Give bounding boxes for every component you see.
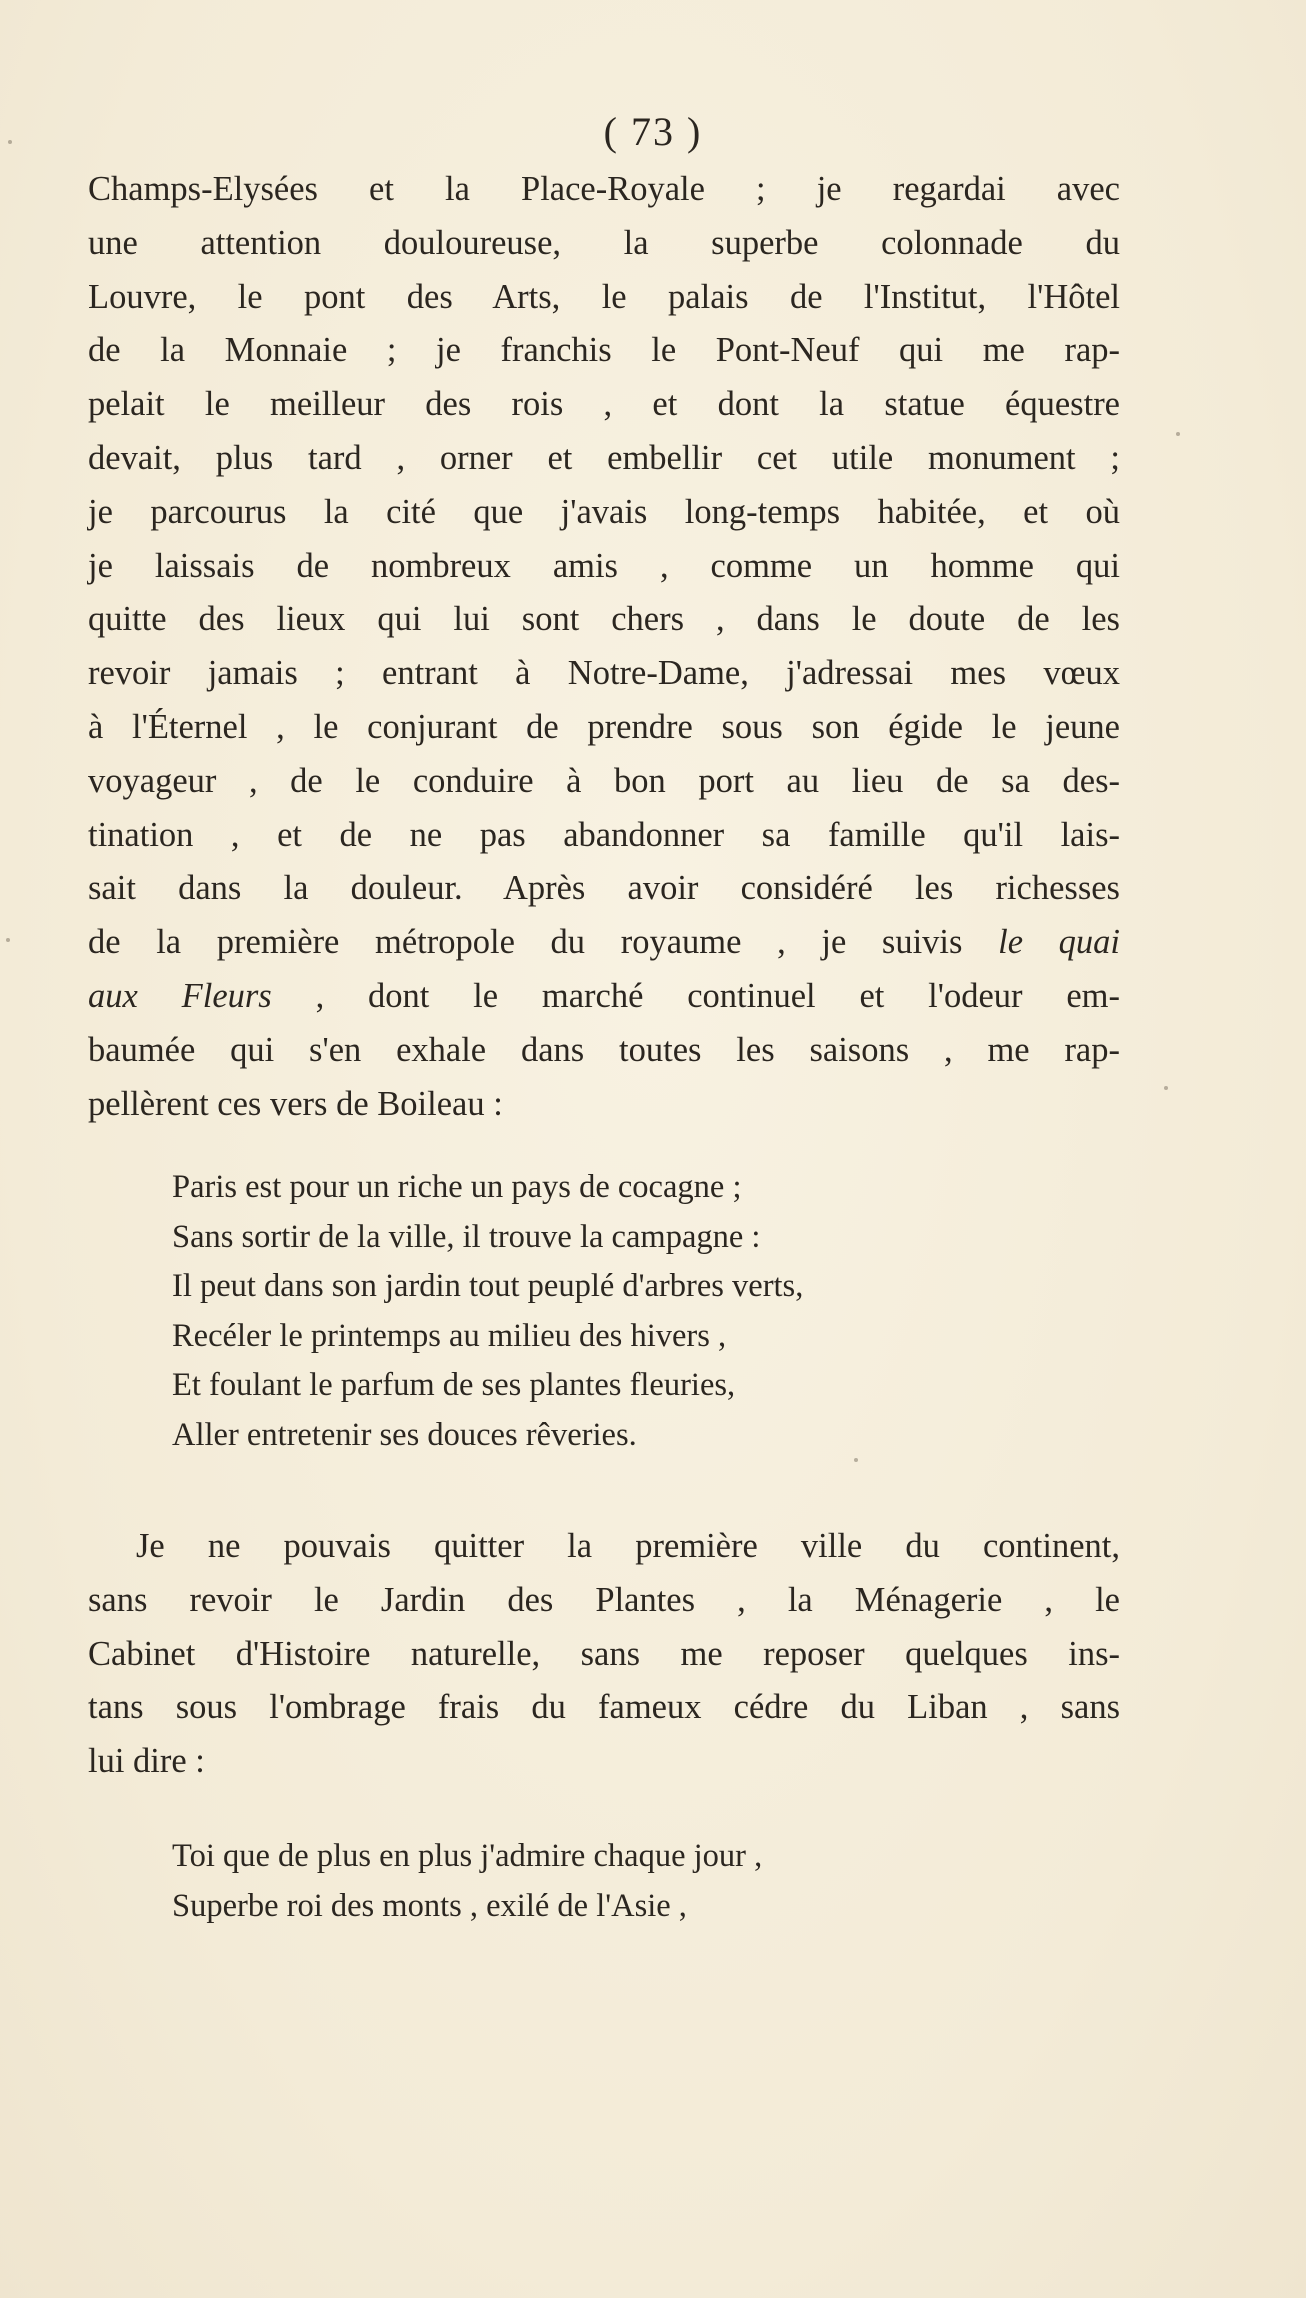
- text-line: pellèrent ces vers de Boileau :: [88, 1084, 503, 1123]
- italic-text: le quai: [998, 923, 1121, 962]
- text-line: voyageur , de le conduire à bon port au lieu de sa des-: [88, 761, 1120, 800]
- text-line: une attention douloureuse, la superbe colonnade du: [88, 223, 1120, 262]
- text-line: je parcourus la cité que j'avais long-temps habitée, et où: [88, 492, 1120, 531]
- paper-speck: [8, 140, 12, 144]
- text-segment: , dont le marché continuel et l'odeur em-: [315, 976, 1120, 1015]
- text-line: quitte des lieux qui lui sont chers , dans le doute de les: [88, 600, 1120, 639]
- paper-speck: [1176, 432, 1180, 436]
- verse-line: Recéler le printemps au milieu des hivers ,: [172, 1317, 727, 1354]
- verse-line: Paris est pour un riche un pays de cocagne ;: [172, 1169, 742, 1205]
- verse-line: Toi que de plus en plus j'admire chaque jour ,: [172, 1838, 763, 1874]
- italic-text: aux: [88, 976, 138, 1015]
- text-line: Louvre, le pont des Arts, le palais de l'Institut, l'Hôtel: [88, 277, 1120, 316]
- italic-text: Fleurs: [181, 976, 272, 1015]
- text-line: je laissais de nombreux amis , comme un homme qui: [88, 546, 1120, 585]
- text-line: Cabinet d'Histoire naturelle, sans me reposer quelques ins-: [88, 1634, 1120, 1673]
- text-line: à l'Éternel , le conjurant de prendre sous son égide le jeune: [88, 707, 1120, 746]
- page-number: ( 73 ): [603, 109, 703, 154]
- verse-line: Superbe roi des monts , exilé de l'Asie ,: [172, 1887, 687, 1924]
- verse-line: Il peut dans son jardin tout peuplé d'arbres verts,: [172, 1268, 804, 1304]
- text-line: tans sous l'ombrage frais du fameux cédre du Liban , sans: [88, 1688, 1120, 1727]
- paper-speck: [6, 938, 10, 942]
- paper-speck: [1164, 1086, 1168, 1090]
- text-line: tination , et de ne pas abandonner sa famille qu'il lais-: [88, 815, 1120, 854]
- text-line-with-italic: [88, 916, 1120, 970]
- verse-line: Et foulant le parfum de ses plantes fleuries,: [172, 1367, 736, 1403]
- text-line: de la Monnaie ; je franchis le Pont-Neuf qui me rap-: [88, 331, 1120, 370]
- verse-line: Aller entretenir ses douces rêveries.: [172, 1416, 637, 1453]
- text-line: revoir jamais ; entrant à Notre-Dame, j'adressai mes vœux: [88, 654, 1120, 693]
- text-segment: de la première métropole du royaume , je suivis: [88, 923, 963, 962]
- paragraph-jardin-des-plantes: [88, 1520, 1120, 1789]
- text-line: pelait le meilleur des rois , et dont la statue équestre: [88, 385, 1120, 424]
- paragraph-boileau-intro: [88, 163, 1120, 1131]
- text-line: Je ne pouvais quitter la première ville du continent,: [136, 1527, 1120, 1565]
- verse-line: Sans sortir de la ville, il trouve la campagne :: [172, 1218, 761, 1255]
- text-line: Champs-Elysées et la Place-Royale ; je regardai avec: [88, 170, 1120, 208]
- verse-boileau: [172, 1163, 1072, 1460]
- text-line: lui dire :: [88, 1742, 205, 1781]
- paper-speck: [854, 1458, 858, 1462]
- text-line: baumée qui s'en exhale dans toutes les saisons , me rap-: [88, 1030, 1120, 1069]
- text-line: sans revoir le Jardin des Plantes , la Ménagerie , le: [88, 1580, 1120, 1619]
- verse-cedre: [172, 1832, 1072, 1931]
- text-line-with-italic: [88, 970, 1120, 1024]
- text-line: devait, plus tard , orner et embellir cet utile monument ;: [88, 438, 1120, 477]
- text-line: sait dans la douleur. Après avoir considéré les richesses: [88, 869, 1120, 908]
